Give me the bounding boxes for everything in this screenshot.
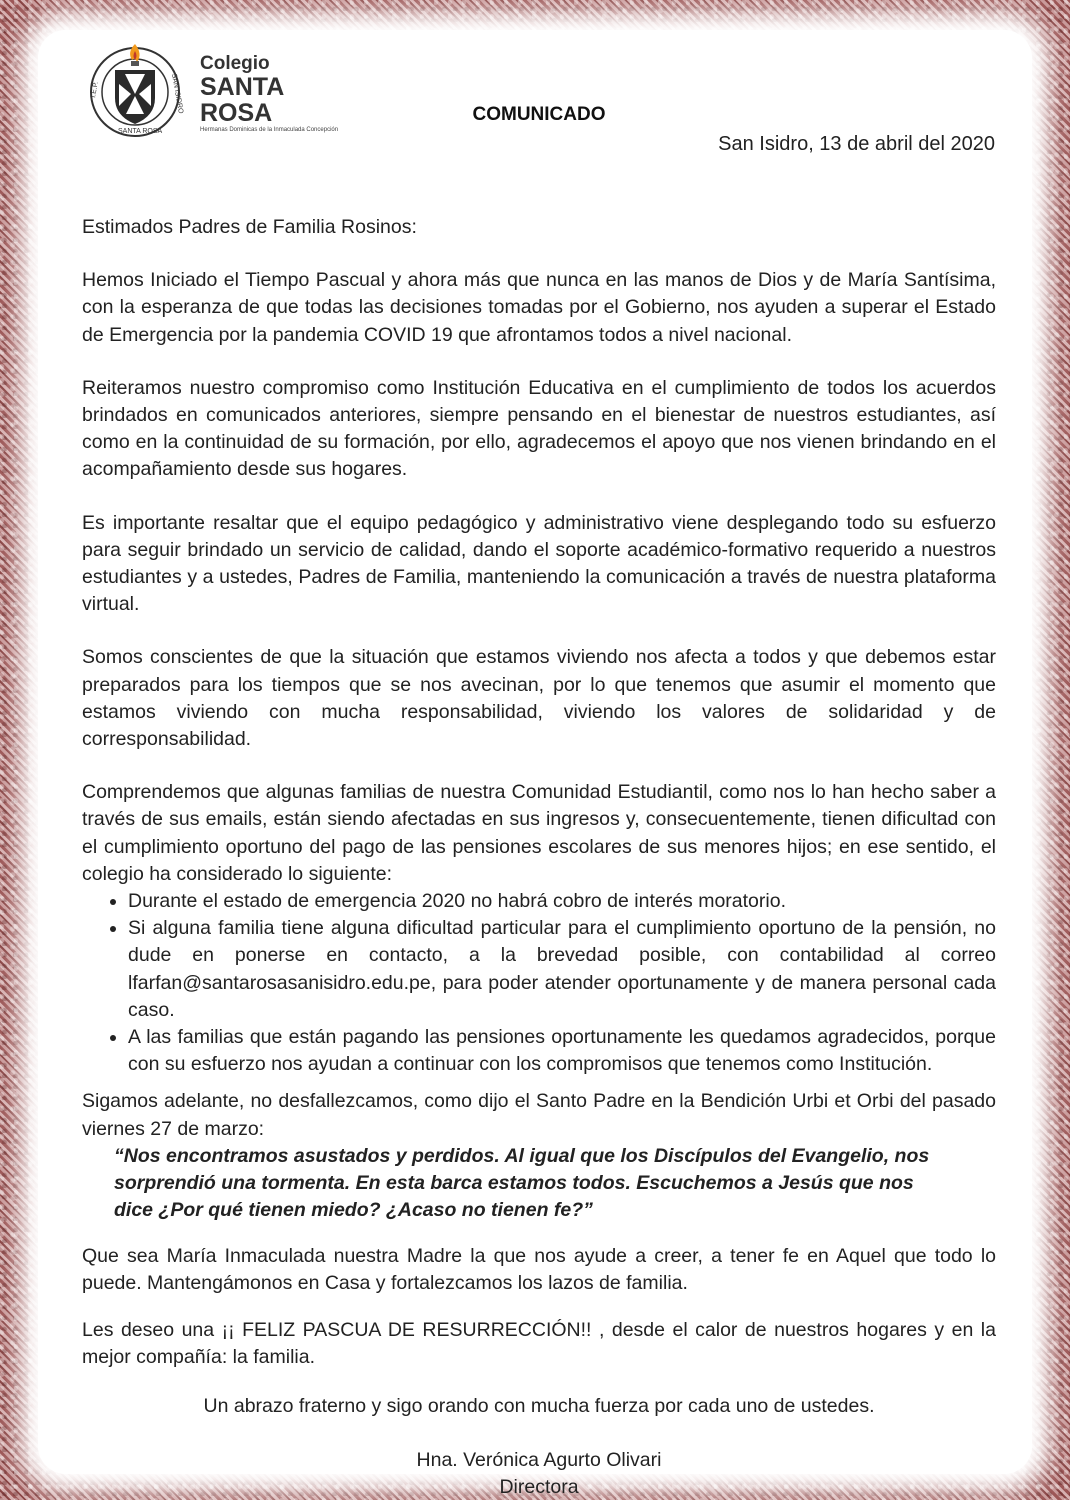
document-title: COMUNICADO [472,104,606,125]
paragraph-3: Es importante resaltar que el equipo pedagógico y administrativo viene desplegando todo su esfuerzo para seguir brindado un servicio de calidad, dando el soporte académico-formativo requerido a nuestros estudiantes y a ustedes, Padres de Familia, manteniendo la comunicación a través de nuestra plataforma virtual. [82,511,996,616]
svg-text:SAN ISIDRO: SAN ISIDRO [170,73,184,115]
closing-line: Un abrazo fraterno y sigo orando con mucha fuerza por cada uno de ustedes. [203,1395,875,1418]
greeting: Estimados Padres de Familia Rosinos: [82,216,417,238]
list-item: • Si alguna familia tiene alguna dificultad particular para el cumplimiento oportuno de la pensión, no dude en ponerse en contacto, a la brevedad posible, con contabilidad al correo lfarfan@santarosasanisidro.edu.pe, para poder atender oportunamente y de manera personal cada caso. [128,915,996,1024]
svg-text:SANTA ROSA: SANTA ROSA [118,128,163,135]
paragraph-4: Somos conscientes de que la situación que estamos viviendo nos afecta a todos y que debemos estar preparados para los tiempos que se nos avecinan, por lo que tenemos que asumir el momento que estamos viviendo con mucha responsabilidad, viviendo los valores de solidaridad y de corresponsabilidad. [82,646,996,751]
paragraph-5: Comprendemos que algunas familias de nuestra Comunidad Estudiantil, como nos lo han hecho saber a través de sus emails, están siendo afectadas en sus ingresos y, consecuentemente, tienen dificultad con el cumplimiento oportuno del pago de las pensiones escolares de sus menores hijos; en ese sentido, el colegio ha considerado lo siguiente: [82,781,996,885]
school-tagline: Hermanas Dominicas de la Inmaculada Concepción [200,127,339,133]
list-item: • Durante el estado de emergencia 2020 no habrá cobro de interés moratorio. [128,888,996,915]
paragraph-6: Sigamos adelante, no desfallezcamos, como dijo el Santo Padre en la Bendición Urbi et Orbi del pasado viernes 27 de marzo: [82,1090,996,1140]
svg-text:I.E.P.: I.E.P. [90,81,100,99]
paragraph-1: Hemos Iniciado el Tiempo Pascual y ahora más que nunca en las manos de Dios y de María Santísima, con la esperanza de que todas las decisiones tomadas por el Gobierno, nos ayuden a superar el Estado de Emergencia por la pandemia COVID 19 que afrontamos todos a nivel nacional. [82,269,996,346]
paragraph-8: Les deseo una ¡¡ FELIZ PASCUA DE RESURRECCIÓN!! , desde el calor de nuestros hogares y en la mejor compañía: la familia. [82,1318,996,1369]
paragraph-7: Que sea María Inmaculada nuestra Madre la que nos ayude a creer, a tener fe en Aquel que todo lo puede. Mantengámonos en Casa y fortalezcamos los lazos de familia. [82,1244,996,1294]
pope-quote: “Nos encontramos asustados y perdidos. Al igual que los Discípulos del Evangelio, nos sorprendió una tormenta. En esta barca estamos todos. Escuchemos a Jesús que nos dice ¿Por qué tienen miedo? ¿Acaso no tienen fe?” [114,1144,930,1222]
letter-body [82,214,996,1501]
signature-role: Directora [499,1475,579,1498]
signature-name: Hna. Verónica Agurto Olivari [416,1448,662,1471]
paragraph-2: Reiteramos nuestro compromiso como Institución Educativa en el cumplimiento de todos los acuerdos brindados en comunicados anteriores, siempre pensando en el bienestar de nuestros estudiantes, así como en la continuidad de su formación, por ello, agradecemos el apoyo que nos vienen brindando en el acompañamiento desde sus hogares. [82,376,996,481]
document-date: San Isidro, 13 de abril del 2020 [718,133,995,155]
list-item: • A las familias que están pagando las pensiones oportunamente les quedamos agradecidos, porque con su esfuerzo nos ayudan a continuar con los compromisos que tenemos como Institución. [128,1024,996,1078]
school-name-small: Colegio [200,53,270,74]
school-name-big: SANTA ROSA [200,73,284,127]
measures-list [82,888,996,1078]
